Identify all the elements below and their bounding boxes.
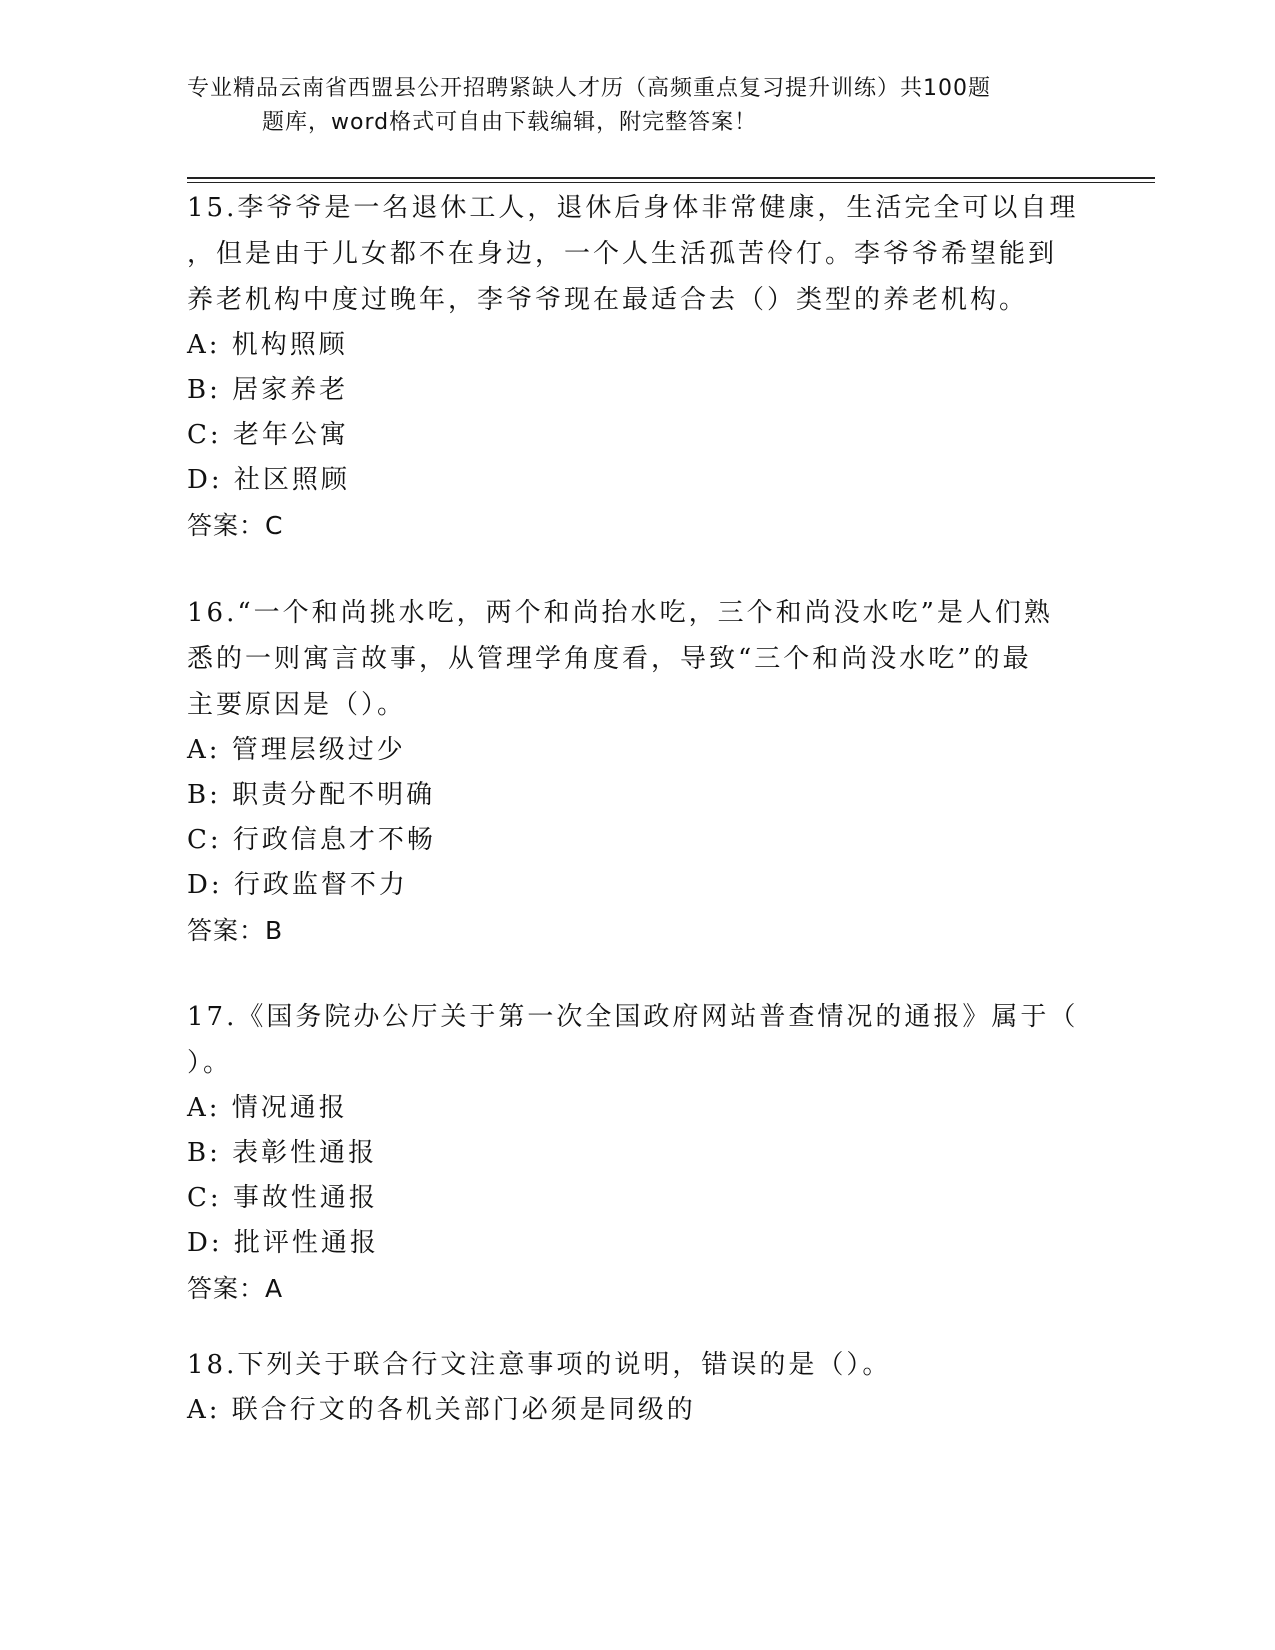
option-c: C: 老年公寓: [187, 420, 349, 450]
option-d: D: 社区照顾: [187, 465, 350, 495]
question-17: [187, 994, 1087, 1312]
option-d: D: 批评性通报: [187, 1228, 379, 1258]
option-c: C: 行政信息才不畅: [187, 825, 436, 855]
document-title: [187, 72, 1087, 140]
answer: 答案：B: [187, 916, 284, 945]
question-18: [187, 1342, 1087, 1433]
header-divider-thin: [187, 182, 1155, 183]
question-stem-line: 15.李爷爷是一名退休工人，退休后身体非常健康，生活完全可以自理: [187, 193, 1079, 223]
question-stem-line: 17.《国务院办公厅关于第一次全国政府网站普查情况的通报》属于（: [187, 1002, 1079, 1032]
header-divider: [187, 177, 1155, 179]
answer: 答案：A: [187, 1274, 284, 1303]
option-b: B: 表彰性通报: [187, 1138, 378, 1168]
option-a: A: 情况通报: [187, 1093, 348, 1123]
question-stem-line: 16.“一个和尚挑水吃，两个和尚抬水吃，三个和尚没水吃”是人们熟: [187, 598, 1053, 628]
option-d: D: 行政监督不力: [187, 870, 408, 900]
question-stem-line: ，但是由于儿女都不在身边，一个人生活孤苦伶仃。李爷爷希望能到: [187, 239, 1058, 269]
question-15: [187, 185, 1087, 549]
question-stem-line: 主要原因是（）。: [187, 690, 407, 720]
title-line-1: 专业精品云南省西盟县公开招聘紧缺人才历（高频重点复习提升训练）共100题: [187, 76, 991, 101]
question-stem-line: 悉的一则寓言故事，从管理学角度看，导致“三个和尚没水吃”的最: [187, 644, 1032, 674]
option-c: C: 事故性通报: [187, 1183, 378, 1213]
option-a: A: 联合行文的各机关部门必须是同级的: [187, 1395, 696, 1425]
question-stem-line: 18.下列关于联合行文注意事项的说明，错误的是（）。: [187, 1350, 892, 1380]
answer: 答案：C: [187, 511, 284, 540]
option-a: A: 管理层级过少: [187, 735, 406, 765]
option-b: B: 居家养老: [187, 375, 349, 405]
title-line-2: 题库，word格式可自由下载编辑，附完整答案！: [262, 110, 758, 135]
option-b: B: 职责分配不明确: [187, 780, 436, 810]
question-16: [187, 590, 1087, 954]
option-a: A: 机构照顾: [187, 330, 348, 360]
question-stem-line: 养老机构中度过晚年，李爷爷现在最适合去（）类型的养老机构。: [187, 285, 1029, 315]
question-stem-line: ）。: [187, 1048, 233, 1078]
